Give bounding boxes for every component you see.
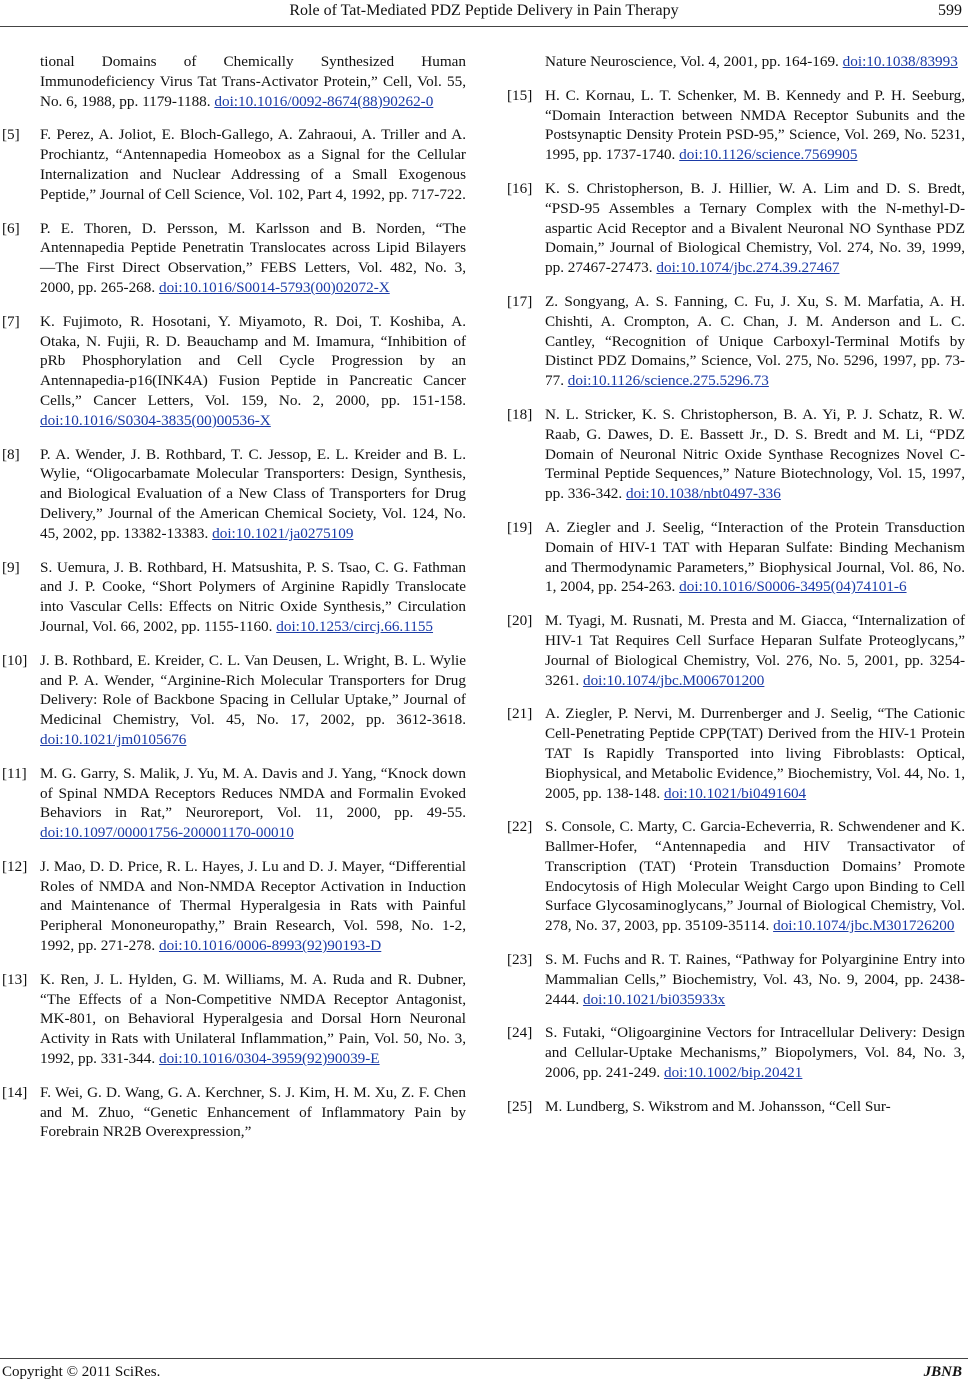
reference-entry — [505, 1023, 965, 1082]
reference-number: [16] — [507, 179, 533, 197]
reference-number: [14] — [2, 1083, 28, 1101]
doi-link[interactable]: doi:10.1016/0006-8993(92)90193-D — [158, 937, 382, 955]
reference-text: A. Ziegler and J. Seelig, “Interaction of the Protein Transduction Domain of HIV-1 TAT with Heparan Sulfate: Binding Mechanism and Thermodynamic Parameters,” Biophysical Journal, Vol. 86, No. 1, 2004, pp. 254-263. — [545, 518, 965, 596]
reference-entry — [505, 179, 965, 278]
reference-text: K. Ren, J. L. Hylden, G. M. Williams, M. A. Ruda and R. Dubner, “The Effects of a Non-Competitive NMDA Receptor Antagonist, MK-801, on Behavioral Hyperalgesia and Dorsal Horn Neuronal Activity in Rats with Unilateral Inflammation,” Pain, Vol. 50, No. 3, 1992, pp. 331-344. — [40, 970, 466, 1068]
reference-entry — [0, 651, 466, 750]
doi-link[interactable]: doi:10.1074/jbc.M006701200 — [582, 671, 765, 689]
reference-entry — [505, 1097, 965, 1117]
reference-text: N. L. Stricker, K. S. Christopherson, B. A. Yi, P. J. Schatz, R. W. Raab, G. Dawes, D. E. Bassett Jr., D. S. Bredt and M. Li, “PDZ Domain of Neuronal Nitric Oxide Synthase Recognizes Novel C-Terminal Peptide Sequences,” Nature Biotechnology, Vol. 15, 1997, pp. 336-342. — [545, 405, 965, 503]
reference-number: [20] — [507, 612, 533, 630]
reference-number: [21] — [507, 705, 533, 723]
page-header — [0, 0, 968, 30]
reference-number: [5] — [2, 126, 20, 144]
doi-link[interactable]: doi:10.1126/science.275.5296.73 — [567, 372, 769, 390]
reference-text: K. S. Christopherson, B. J. Hillier, W. A. Lim and D. S. Bredt, “PSD-95 Assembles a Ternary Complex with the N-methyl-D-aspartic Acid Receptor and a Bivalent Neuronal NO Synthase PDZ Domain,” Journal of Biological Chemistry, Vol. 274, No. 39, 1999, pp. 27467-27473. — [545, 179, 965, 277]
reference-text: S. Console, C. Marty, C. Garcia-Echeverria, R. Schwendener and K. Ballmer-Hofer, “Antennapedia and HIV Transactivator of Transcription (TAT) ‘Protein Transduction Domains’ Promote Endocytosis of High Molecular Weight Cargo upon Binding to Cell Surface Glycosaminoglycans,” Journal of Biological Chemistry, Vol. 278, No. 37, 2003, pp. 35109-35114. — [545, 818, 965, 935]
reference-text: P. E. Thoren, D. Persson, M. Karlsson and B. Norden, “The Antennapedia Peptide Penetratin Translocates across Lipid Bilayers—The First Direct Observation,” FEBS Letters, Vol. 482, No. 3, 2000, pp. 265-268. — [40, 219, 466, 296]
reference-text: P. A. Wender, J. B. Rothbard, T. C. Jessop, E. L. Kreider and B. L. Wylie, “Oligocarbamate Molecular Transporters: Design, Synthesis, and Biological Evaluation of a New Class of Transporters for Drug Delivery,” Journal of the American Chemical Society, Vol. 124, No. 45, 2002, pp. 13382-13383. — [40, 445, 466, 542]
reference-number: [7] — [2, 312, 20, 330]
reference-text: Nature Neuroscience, Vol. 4, 2001, pp. 164-169. — [545, 53, 839, 70]
reference-entry — [0, 445, 466, 544]
reference-text: F. Wei, G. D. Wang, G. A. Kerchner, S. J. Kim, H. M. Xu, Z. F. Chen and M. Zhuo, “Genetic Enhancement of Inflammatory Pain by Forebrain NR2B Overexpression,” — [40, 1083, 466, 1141]
reference-entry — [505, 518, 965, 597]
reference-entry — [0, 52, 466, 111]
reference-number: [9] — [2, 558, 20, 576]
reference-text: S. Futaki, “Oligoarginine Vectors for Intracellular Delivery: Design and Cellular-Uptake Mechanisms,” Biopolymers, Vol. 84, No. 3, 2006, pp. 241-249. — [545, 1024, 965, 1082]
reference-number: [24] — [507, 1024, 533, 1042]
reference-text: J. Mao, D. D. Price, R. L. Hayes, J. Lu and D. J. Mayer, “Differential Roles of NMDA and Non-NMDA Receptor Activation in Induction and Maintenance of Thermal Hyperalgesia in Rats with Painful Peripheral Mononeuropathy,” Brain Research, Vol. 598, No. 1-2, 1992, pp. 271-278. — [40, 857, 466, 955]
doi-link[interactable]: doi:10.1253/circj.66.1155 — [276, 617, 434, 635]
reference-text: M. Lundberg, S. Wikstrom and M. Johansson, “Cell Sur- — [545, 1097, 891, 1115]
doi-link[interactable]: doi:10.1021/bi035933x — [582, 990, 726, 1008]
doi-link[interactable]: doi:10.1021/bi0491604 — [663, 784, 807, 802]
reference-entry — [505, 817, 965, 936]
reference-number: [18] — [507, 405, 533, 423]
reference-entry — [505, 950, 965, 1009]
doi-link[interactable]: doi:10.1021/ja0275109 — [212, 524, 354, 542]
reference-entry — [0, 970, 466, 1069]
reference-column-left — [0, 52, 466, 1156]
reference-number: [11] — [2, 764, 27, 782]
reference-text: S. Uemura, J. B. Rothbard, H. Matsushita, P. S. Tsao, C. G. Fathman and J. P. Cooke, “Short Polymers of Arginine Rapidly Translocate into Vascular Cells: Effects on Nitric Oxide Synthesis,” Circulation Journal, Vol. 66, 2002, pp. 1155-1160. — [40, 558, 466, 635]
reference-entry — [505, 86, 965, 165]
reference-number: [23] — [507, 951, 533, 969]
reference-entry — [505, 292, 965, 391]
reference-text: H. C. Kornau, L. T. Schenker, M. B. Kennedy and P. H. Seeburg, “Domain Interaction between NMDA Receptor Subunits and the Postsynaptic Density Protein PSD-95,” Science, Vol. 269, No. 5231, 1995, pp. 1737-1740. — [545, 86, 965, 164]
journal-abbreviation: JBNB — [923, 1364, 962, 1380]
reference-text: Z. Songyang, A. S. Fanning, C. Fu, J. Xu, S. M. Marfatia, A. H. Chishti, A. Crompton, A. C. Chan, J. M. Anderson and L. C. Cantley, “Recognition of Unique Carboxyl-Terminal Motifs by Distinct PDZ Domains,” Science, Vol. 275, No. 5296, 1997, pp. 73-77. — [545, 292, 965, 390]
reference-entry — [505, 611, 965, 690]
reference-text: M. G. Garry, S. Malik, J. Yu, M. A. Davis and J. Yang, “Knock down of Spinal NMDA Receptors Reduces NMDA and Formalin Evoked Behaviors in Rat,” Neuroreport, Vol. 11, 2000, pp. 49-55. — [40, 764, 466, 822]
reference-entry — [0, 857, 466, 956]
reference-number: [17] — [507, 292, 533, 310]
reference-text: M. Tyagi, M. Rusnati, M. Presta and M. Giacca, “Internalization of HIV-1 Tat Requires Cell Surface Heparan Sulfate Proteoglycans,” Journal of Biological Chemistry, Vol. 276, No. 5, 2001, pp. 3254-3261. — [545, 612, 965, 689]
footer-rule — [0, 1358, 968, 1359]
reference-number: [25] — [507, 1097, 533, 1115]
reference-number: [22] — [507, 818, 533, 836]
reference-text: tional Domains of Chemically Synthesized Human Immunodeficiency Virus Tat Trans-Activator Protein,” Cell, Vol. 55, No. 6, 1988, pp. 1179-1188. — [40, 53, 466, 110]
page-number: 599 — [938, 2, 962, 19]
reference-number: [12] — [2, 857, 28, 875]
doi-link[interactable]: doi:10.1097/00001756-200001170-00010 — [40, 824, 294, 842]
doi-link[interactable]: doi:10.1021/jm0105676 — [40, 730, 187, 748]
reference-entry — [505, 704, 965, 803]
doi-link[interactable]: doi:10.1016/0304-3959(92)90039-E — [158, 1050, 380, 1068]
reference-number: [6] — [2, 219, 20, 237]
reference-column-right — [505, 52, 965, 1131]
reference-text: J. B. Rothbard, E. Kreider, C. L. Van Deusen, L. Wright, B. L. Wylie and P. A. Wender, “Arginine-Rich Molecular Transporters for Drug Delivery: Role of Backbone Spacing in Cellular Uptake,” Journal of Medicinal Chemistry, Vol. 45, No. 17, 2002, pp. 3612-3618. — [40, 651, 466, 729]
reference-text: K. Fujimoto, R. Hosotani, Y. Miyamoto, R. Doi, T. Koshiba, A. Otaka, N. Fujii, R. D. Beauchamp and M. Imamura, “Inhibition of pRb Phosphorylation and Cell Cycle Progression by an Antennapedia-p16(INK4A) Fusion Peptide in Pancreatic Cancer Cells,” Cancer Letters, Vol. 159, No. 2, 2000, pp. 151-158. — [40, 312, 466, 409]
doi-link[interactable]: doi:10.1074/jbc.M301726200 — [773, 917, 955, 935]
running-title: Role of Tat-Mediated PDZ Peptide Delivery in Pain Therapy — [289, 2, 679, 19]
reference-number: [15] — [507, 86, 533, 104]
reference-entry — [0, 219, 466, 298]
doi-link[interactable]: doi:10.1074/jbc.274.39.27467 — [656, 259, 840, 277]
reference-entry — [505, 405, 965, 504]
reference-entry — [0, 558, 466, 637]
doi-link[interactable]: doi:10.1016/S0304-3835(00)00536-X — [40, 411, 271, 429]
reference-text: A. Ziegler, P. Nervi, M. Durrenberger and J. Seelig, “The Cationic Cell-Penetrating Peptide CPP(TAT) Derived from the HIV-1 Protein TAT Is Rapidly Transported into living Fibroblasts: Optical, Biophysical, and Metabolic Evidence,” Biochemistry, Vol. 44, No. 1, 2005, pp. 138-148. — [545, 705, 965, 802]
doi-link[interactable]: doi:10.1038/nbt0497-336 — [626, 485, 781, 503]
reference-entry — [0, 1083, 466, 1142]
doi-link[interactable]: doi:10.1038/83993 — [842, 53, 958, 70]
reference-entry — [505, 52, 965, 72]
reference-number: [10] — [2, 651, 28, 669]
reference-number: [8] — [2, 445, 20, 463]
reference-entry — [0, 312, 466, 431]
reference-text: S. M. Fuchs and R. T. Raines, “Pathway for Polyarginine Entry into Mammalian Cells,” Biochemistry, Vol. 43, No. 9, 2004, pp. 2438-2444. — [545, 951, 965, 1008]
reference-number: [13] — [2, 970, 28, 988]
reference-text: F. Perez, A. Joliot, E. Bloch-Gallego, A. Zahraoui, A. Triller and A. Prochiantz, “Antennapedia Homeobox as a Signal for the Cellular Internalization and Nuclear Addressing of a Small Exogenous Peptide,” Journal of Cell Science, Vol. 102, Part 4, 1992, pp. 717-722. — [40, 126, 466, 203]
reference-entry — [0, 125, 466, 204]
doi-link[interactable]: doi:10.1126/science.7569905 — [679, 146, 858, 164]
doi-link[interactable]: doi:10.1002/bip.20421 — [663, 1064, 803, 1082]
reference-entry — [0, 764, 466, 843]
header-rule — [0, 26, 968, 27]
doi-link[interactable]: doi:10.1016/0092-8674(88)90262-0 — [214, 92, 434, 110]
doi-link[interactable]: doi:10.1016/S0006-3495(04)74101-6 — [679, 578, 907, 596]
doi-link[interactable]: doi:10.1016/S0014-5793(00)02072-X — [158, 278, 390, 296]
copyright-notice: Copyright © 2011 SciRes. — [2, 1364, 161, 1380]
reference-number: [19] — [507, 518, 533, 536]
